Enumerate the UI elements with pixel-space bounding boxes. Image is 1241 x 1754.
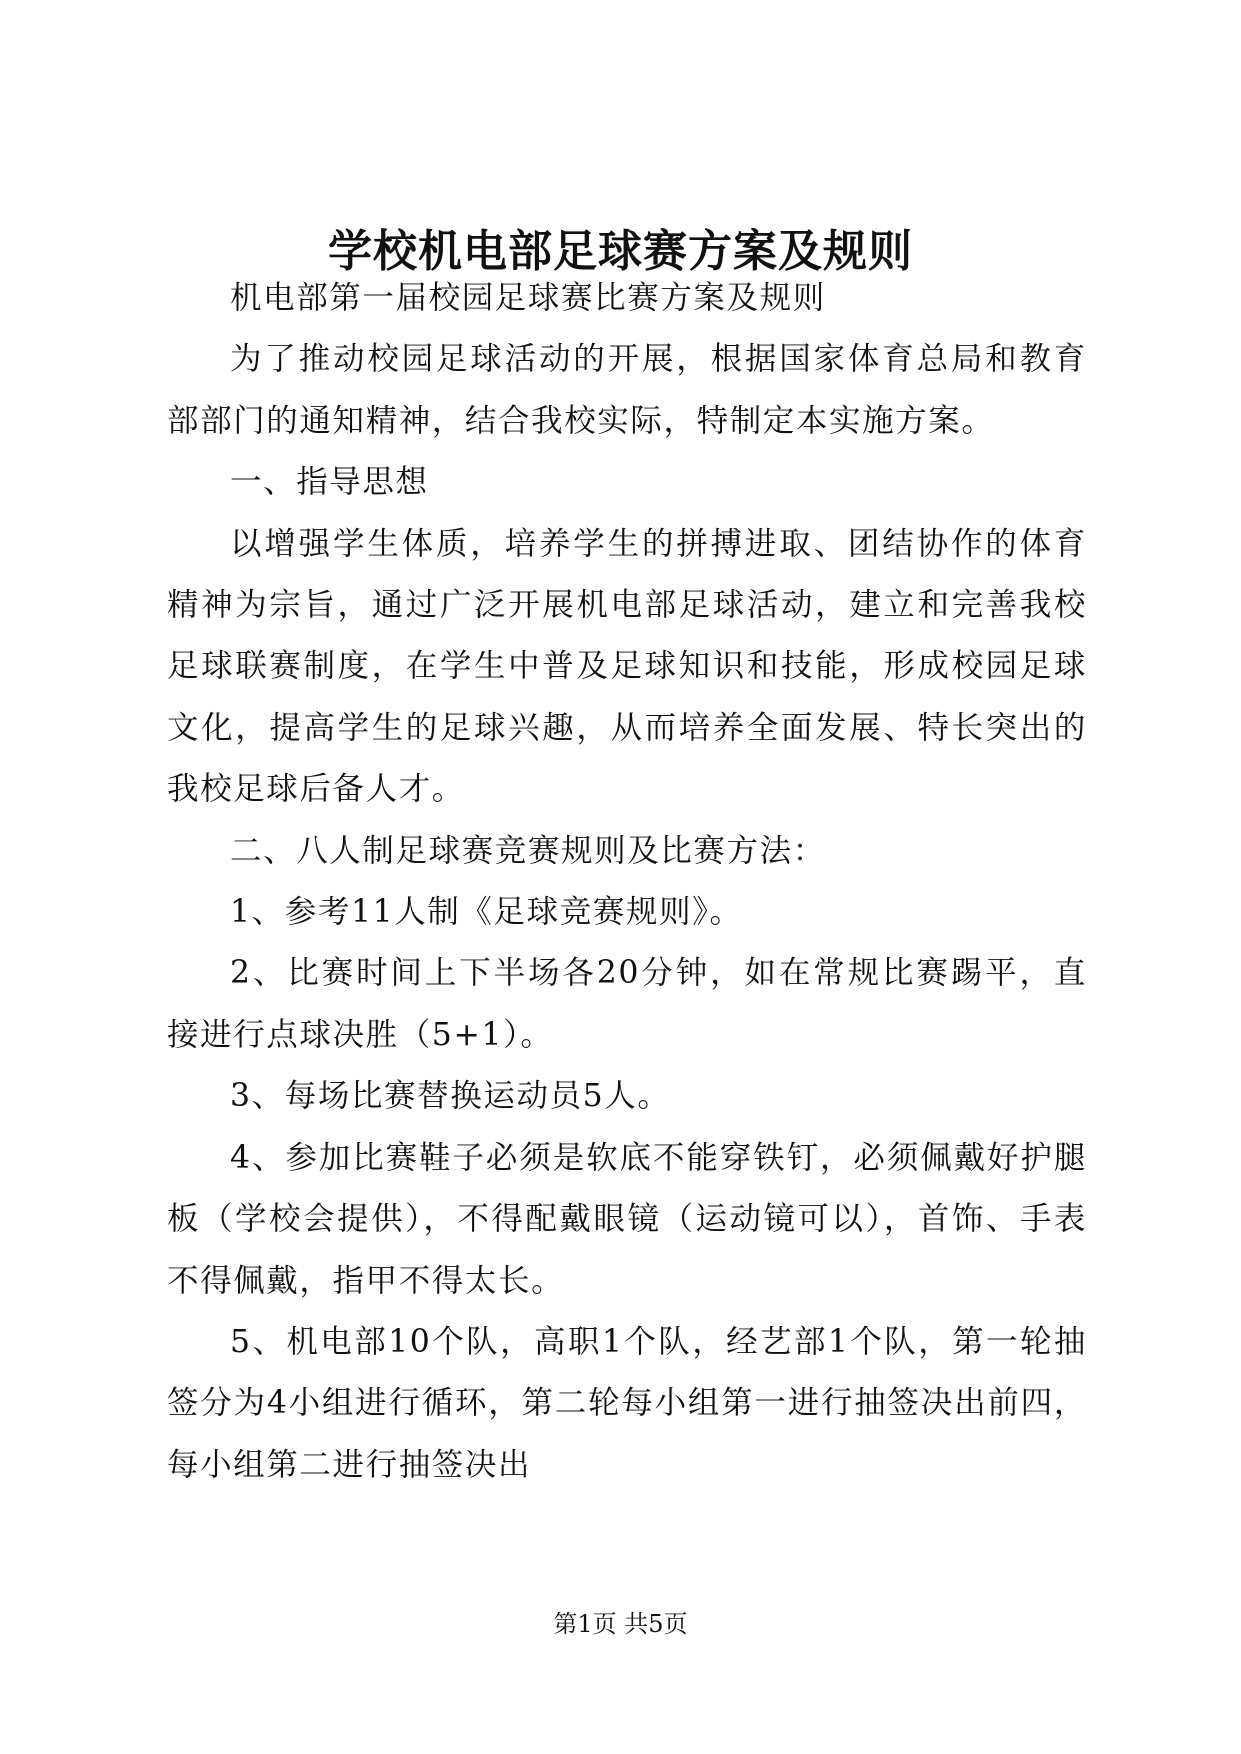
document-body — [167, 268, 1087, 1496]
section-heading-guiding-ideology: 一、指导思想 — [230, 464, 429, 501]
rule-item-1: 1、参考11人制《足球竞赛规则》。 — [230, 894, 743, 931]
document-title: 学校机电部足球赛方案及规则 — [328, 226, 913, 277]
rule-item-2: 2、比赛时间上下半场各20分钟，如在常规比赛踢平，直接进行点球决胜（5+1）。 — [167, 955, 1087, 1053]
paragraph-guiding-ideology: 以增强学生体质，培养学生的拼搏进取、团结协作的体育精神为宗旨，通过广泛开展机电部足球活动，建立和完善我校足球联赛制度，在学生中普及足球知识和技能，形成校园足球文化，提高学生的足球兴趣，从而培养全面发展、特长突出的我校足球后备人才。 — [167, 525, 1087, 808]
paragraph-subtitle: 机电部第一届校园足球赛比赛方案及规则 — [230, 280, 826, 316]
section-heading-rules: 二、八人制足球赛竞赛规则及比赛方法： — [230, 832, 826, 869]
paragraph-intro: 为了推动校园足球活动的开展，根据国家体育总局和教育部部门的通知精神，结合我校实际，特制定本实施方案。 — [167, 341, 1087, 439]
rule-item-5: 5、机电部10个队，高职1个队，经艺部1个队，第一轮抽签分为4小组进行循环，第二轮每小组第一进行抽签决出前四，每小组第二进行抽签决出 — [167, 1323, 1087, 1483]
page-number-footer: 第1页 共5页 — [553, 1610, 688, 1638]
rule-item-3: 3、每场比赛替换运动员5人。 — [230, 1078, 671, 1115]
rule-item-4: 4、参加比赛鞋子必须是软底不能穿铁钉，必须佩戴好护腿板（学校会提供），不得配戴眼镜（运动镜可以），首饰、手表不得佩戴，指甲不得太长。 — [167, 1139, 1087, 1299]
